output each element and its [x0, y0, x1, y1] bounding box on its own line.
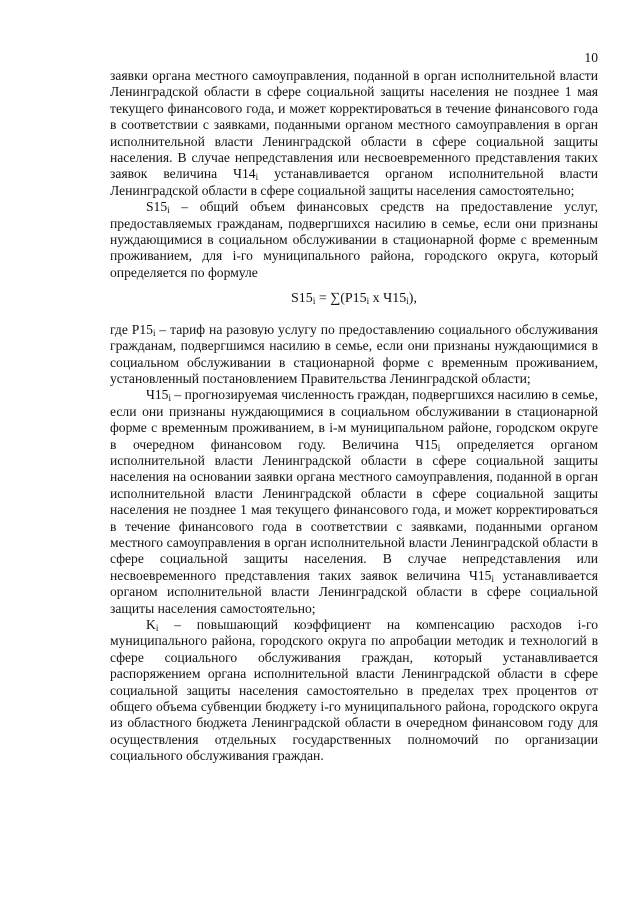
text-segment: K: [146, 617, 156, 632]
subscript-index: i: [406, 296, 409, 307]
subscript-index: i: [491, 573, 494, 584]
subscript-index: i: [255, 172, 259, 183]
subscript-index: i: [437, 442, 441, 453]
document-body: [110, 68, 598, 765]
page-number: 10: [584, 50, 598, 65]
subscript-index: i: [366, 296, 370, 307]
paragraph-p5: [110, 617, 598, 765]
subscript-index: i: [152, 327, 156, 338]
text-segment: заявки органа местного самоуправления, поданной в орган исполнительной власти Ленинградской области в сфере социальной защиты населения не позднее 1 мая текущего финансового года, и может корректироваться в течение финансового года в соответствии с заявками, поданными органом местного самоуправления в орган исполнительной власти Ленинградской области в сфере социальной защиты населения. В случае непредставления или несвоевременного представления таких заявок величина Ч14: [110, 68, 598, 182]
text-segment: Ч15: [146, 387, 169, 403]
subscript-index: i: [155, 623, 159, 633]
text-segment: S15: [146, 199, 168, 215]
text-segment: – повышающий коэффициент на компенсацию расходов i-го муниципального района, городского округа по апробации методик и технологий в сфере социального обслуживания граждан, который устанавливается распоряжением органа исполнительной власти Ленинградской области в сфере социальной защиты населения самостоятельно в пределах трех процентов от общего объема субвенции бюджету i-го муниципального района, городского округа из областного бюджета Ленинградской области в очередном финансовом году для осуществления отдельных государственных полномочий по организации социального обслуживания граждан.: [110, 617, 598, 764]
text-segment: определяется органом исполнительной власти Ленинградской области в сфере социальной защиты населения на основании заявки органа местного самоуправления, поданной в орган исполнительной власти Ленинградской области в сфере социальной защиты населения не позднее 1 мая текущего финансового года, и может корректироваться в течение финансового года в соответствии с заявками, поданными органом местного самоуправления в орган исполнительной власти Ленинградской области в сфере социальной защиты населения. В случае непредставления или несвоевременного представления таких заявок величина Ч15: [110, 436, 598, 583]
text-segment: – общий объем финансовых средств на предоставление услуг, предоставляемых гражданам, подвергшихся насилию в семье, если они признаны нуждающимися в социальном обслуживании в стационарной форме с временным проживанием, для i-го муниципального района, городского округа, который определяется по формуле: [110, 199, 598, 280]
text-segment: ),: [408, 291, 417, 307]
text-segment: S15: [291, 291, 313, 307]
text-segment: устанавливается органом исполнительной власти Ленинградской области в сфере социальной защиты населения самостоятельно;: [110, 567, 598, 616]
text-segment: x Ч15: [369, 291, 407, 307]
paragraph-p2: [110, 199, 598, 281]
text-segment: – прогнозируемая численность граждан, подвергшихся насилию в семье, если они признаны нуждающимися в социальном обслуживании в стационарной форме с временным проживанием, в i-м муниципальном районе, городском округе в очередном финансовом году. Величина Ч15: [110, 387, 598, 452]
subscript-index: i: [168, 393, 171, 404]
text-segment: где P15: [110, 321, 153, 337]
text-segment: устанавливается органом исполнительной власти Ленинградской области в сфере социальной защиты населения самостоятельно;: [110, 166, 598, 198]
paragraph-p1: [110, 68, 598, 199]
subscript-index: i: [167, 205, 170, 216]
subscript-index: i: [312, 296, 316, 307]
paragraph-p3: [110, 322, 598, 388]
text-segment: = ∑(P15: [315, 291, 367, 307]
formula: [110, 291, 598, 307]
text-segment: – тариф на разовую услугу по предоставлению социального обслуживания гражданам, подвергшимся насилию в семье, если они признаны нуждающимися в социальном обслуживании в стационарной форме с временным проживанием, установленный постановлением Правительства Ленинградской области;: [110, 321, 598, 386]
paragraph-p4: [110, 387, 598, 617]
